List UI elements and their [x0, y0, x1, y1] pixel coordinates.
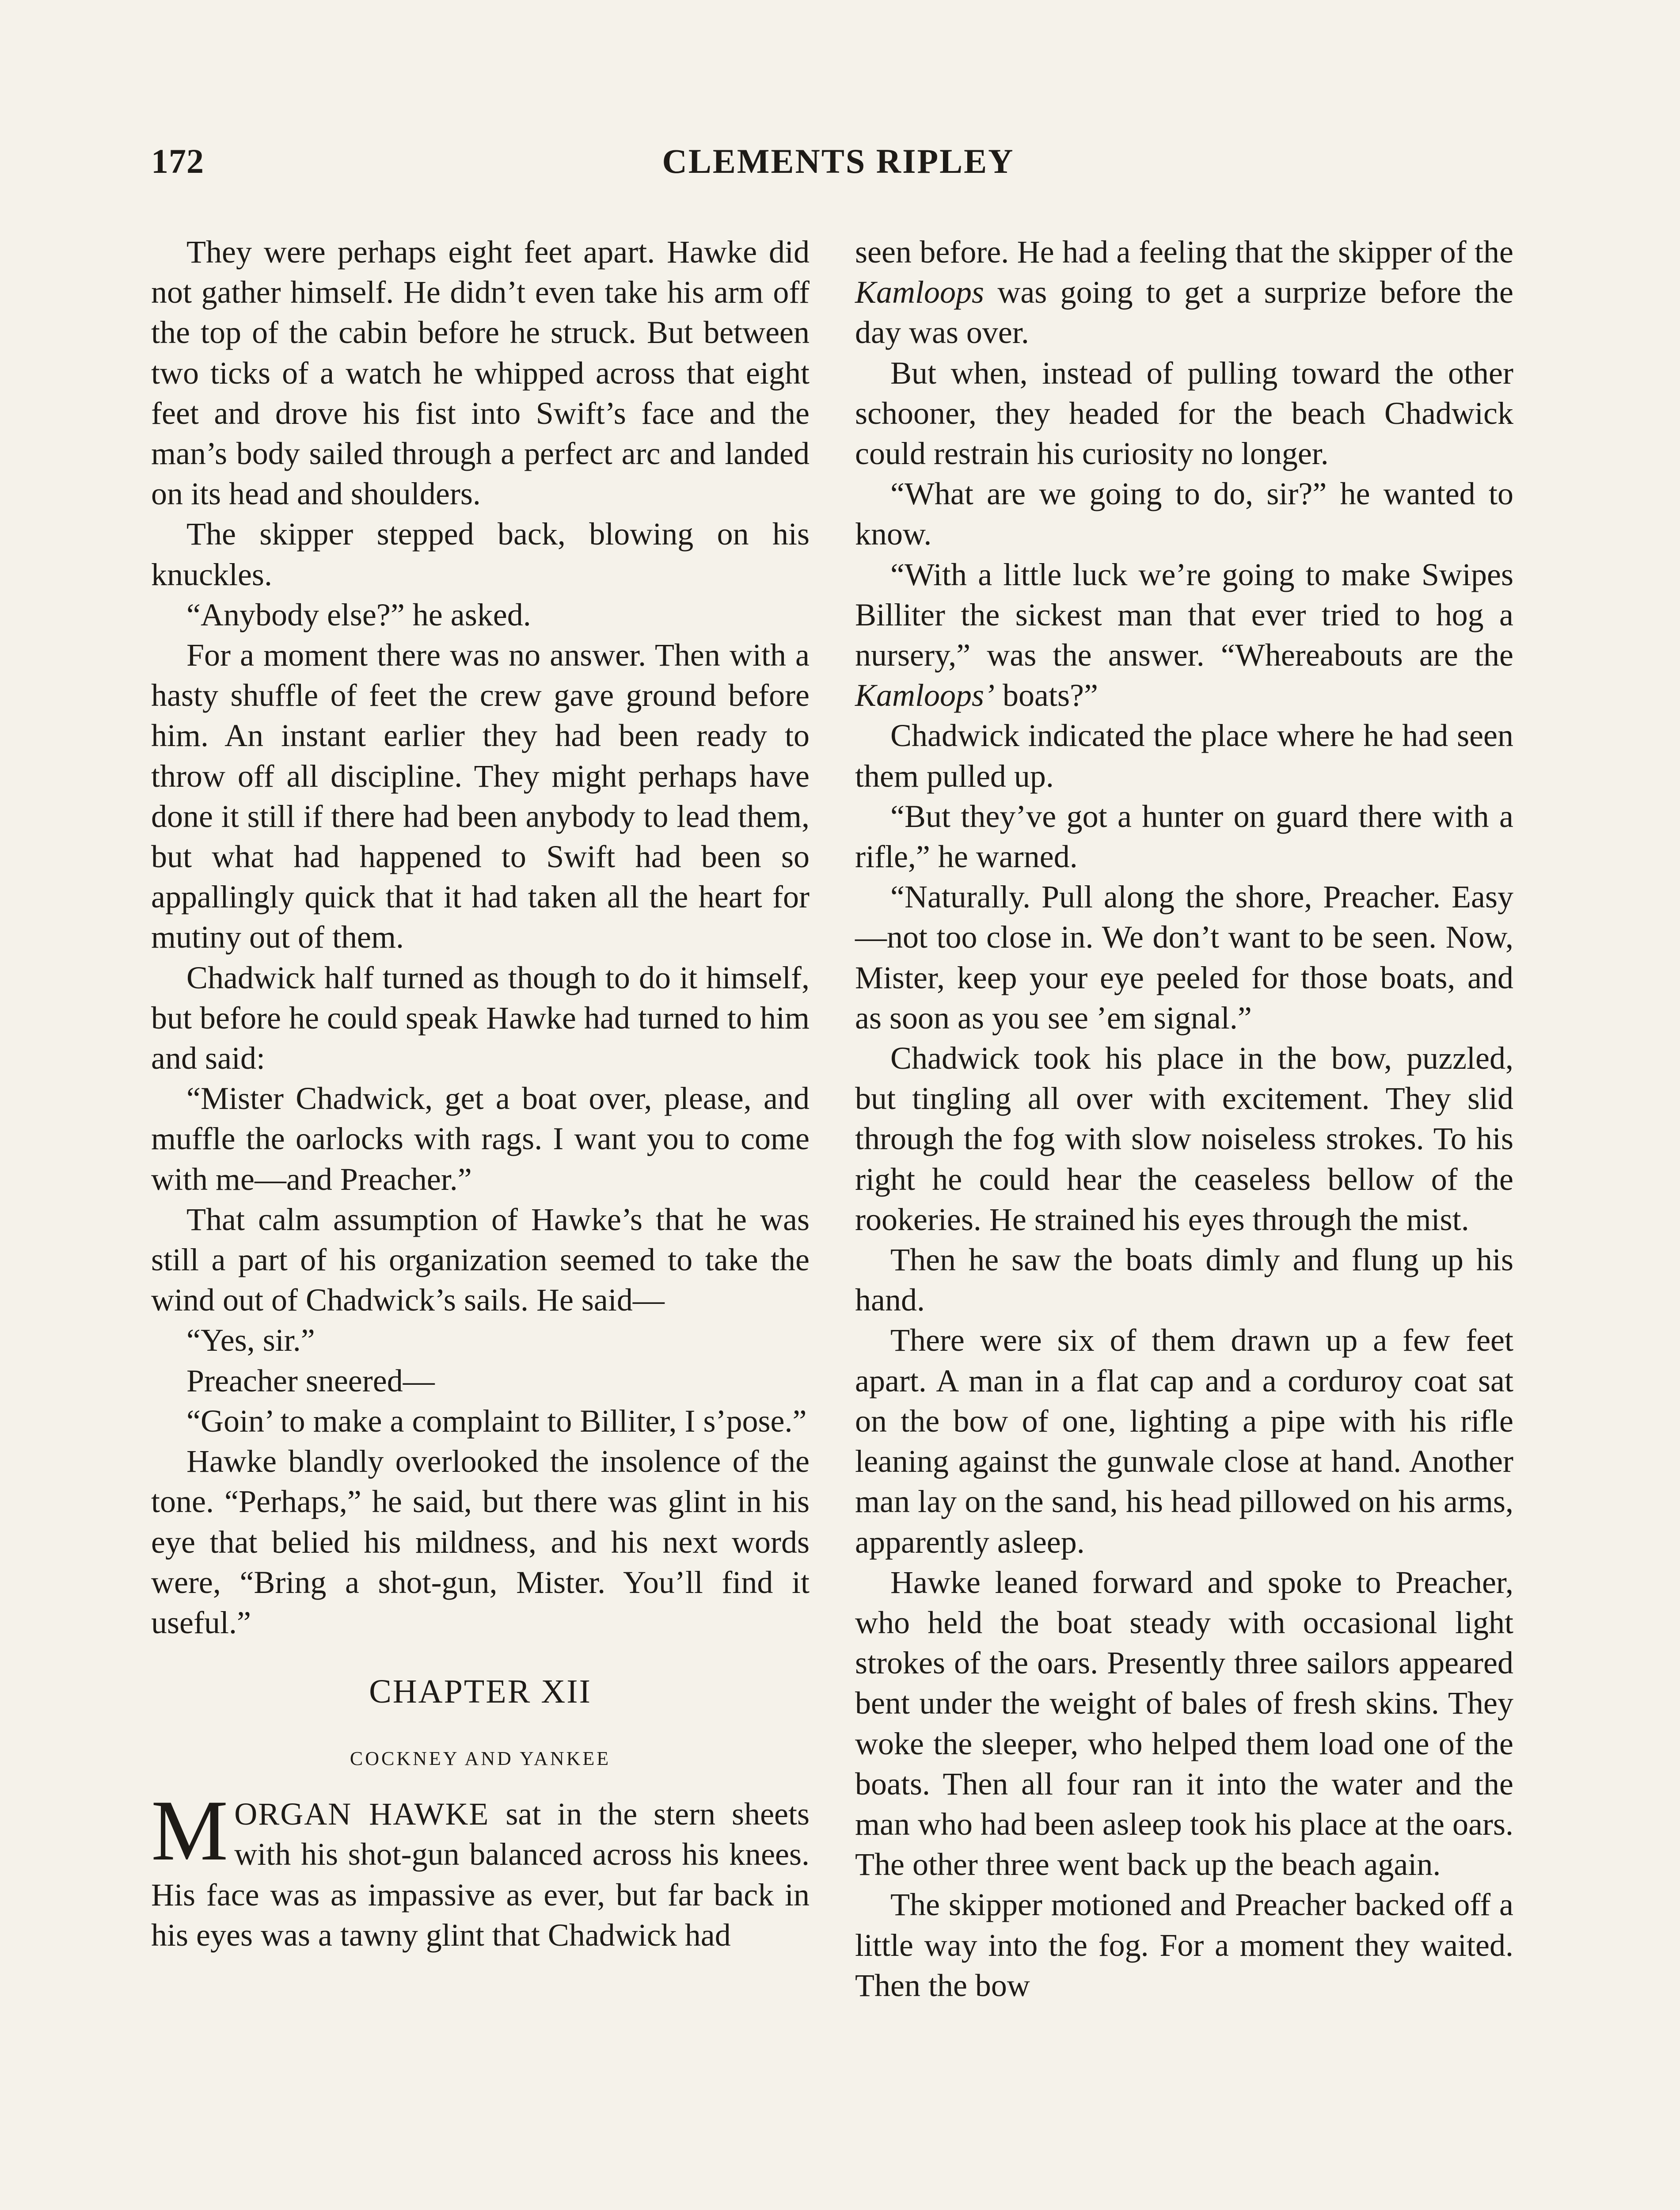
paragraph: For a moment there was no answer. Then with a hasty shuffle of feet the crew gave ground before him. An instant earlier they had been ready to throw off all discipline. They might perhaps have done it still if there had been anybody to lead them, but what had happened to Swift had been so appallingly quick that it had taken all the heart for mutiny out of them. [151, 637, 810, 955]
chapter-subtitle: COCKNEY AND YANKEE [350, 1748, 611, 1770]
right-column [855, 232, 1513, 2006]
paragraph: They were perhaps eight feet apart. Hawke did not gather himself. He didn’t even take his arm off the top of the cabin before he struck. But between two ticks of a watch he whipped across that eight feet and drove his fist into Swift’s face and the man’s body sailed through a perfect arc and landed on its head and shoulders. [151, 234, 810, 512]
paragraph: Hawke blandly overlooked the insolence of the tone. “Perhaps,” he said, but there was glint in his eye that belied his mildness, and his next words were, “Bring a shot-gun, Mister. You’ll find it useful.” [151, 1444, 810, 1640]
left-column [151, 232, 810, 1955]
ship-name: Kamloops [855, 274, 984, 310]
paragraph: “Mister Chadwick, get a boat over, please, and muffle the oarlocks with rags. I want you to come with me—and Preacher.” [151, 1081, 810, 1197]
paragraph: The skipper stepped back, blowing on his knuckles. [151, 516, 810, 592]
text-run: seen before. He had a feeling that the skipper of the [855, 234, 1513, 270]
paragraph: Chadwick half turned as though to do it himself, but before he could speak Hawke had turned to him and said: [151, 960, 810, 1076]
drop-cap: M [151, 1783, 228, 1879]
page-header [151, 141, 1525, 194]
text-run: was going to get a surprize before the day was over. [855, 274, 1513, 351]
paragraph: There were six of them drawn up a few feet apart. A man in a flat cap and a corduroy coat sat on the bow of one, lighting a pipe with his rifle leaning against the gunwale close at hand. Another man lay on the sand, his head pillowed on his arms, apparently asleep. [855, 1322, 1513, 1560]
paragraph: Then he saw the boats dimly and flung up his hand. [855, 1242, 1513, 1318]
paragraph: “Yes, sir.” [186, 1322, 315, 1358]
paragraph [855, 555, 1513, 716]
paragraph: The skipper motioned and Preacher backed off a little way into the fog. For a moment they waited. Then the bow [855, 1887, 1513, 2003]
ship-name: Kamloops’ [855, 678, 995, 713]
chapter-title: CHAPTER XII [369, 1673, 592, 1711]
paragraph: Chadwick indicated the place where he had seen them pulled up. [855, 718, 1513, 794]
text-run: “With a little luck we’re going to make Swipes Billiter the sickest man that ever tried to hog a nursery,” was the answer. “Whereabouts are the [855, 556, 1513, 673]
paragraph [855, 232, 1513, 353]
page-number: 172 [151, 142, 204, 180]
paragraph: Chadwick took his place in the bow, puzzled, but tingling all over with excitement. They slid through the fog with slow noiseless strokes. To his right he could hear the ceaseless bellow of the rookeries. He strained his eyes through the mist. [855, 1040, 1513, 1237]
chapter-opening-paragraph [151, 1783, 810, 1955]
paragraph: “Anybody else?” he asked. [186, 597, 531, 633]
paragraph: “What are we going to do, sir?” he wanted to know. [855, 476, 1513, 552]
paragraph: “But they’ve got a hunter on guard there with a rifle,” he warned. [855, 798, 1513, 875]
opening-small-caps: ORGAN HAWKE [234, 1796, 490, 1832]
paragraph: Preacher sneered— [186, 1363, 435, 1398]
opening-text: sat in the stern sheets with his shot-gun balanced across his knees. His face was as impassive as ever, but far back in his eyes was a tawny glint that Chadwick had [151, 1796, 810, 1953]
running-head: CLEMENTS RIPLEY [662, 142, 1015, 180]
paragraph: “Goin’ to make a complaint to Billiter, I s’pose.” [186, 1403, 807, 1439]
text-run: boats?” [995, 678, 1098, 713]
paragraph: “Naturally. Pull along the shore, Preacher. Easy—not too close in. We don’t want to be seen. Now, Mister, keep your eye peeled for those boats, and as soon as you see ’em signal.” [855, 879, 1513, 1036]
paragraph: That calm assumption of Hawke’s that he was still a part of his organization seemed to take the wind out of Chadwick’s sails. He said— [151, 1201, 810, 1318]
paragraph: But when, instead of pulling toward the other schooner, they headed for the beach Chadwick could restrain his curiosity no longer. [855, 355, 1513, 472]
paragraph: Hawke leaned forward and spoke to Preacher, who held the boat steady with occasional light strokes of the oars. Presently three sailors appeared bent under the weight of bales of fresh skins. They woke the sleeper, who helped them load one of the boats. Then all four ran it into the water and the man who had been asleep took his place at the oars. The other three went back up the beach again. [855, 1564, 1513, 1882]
